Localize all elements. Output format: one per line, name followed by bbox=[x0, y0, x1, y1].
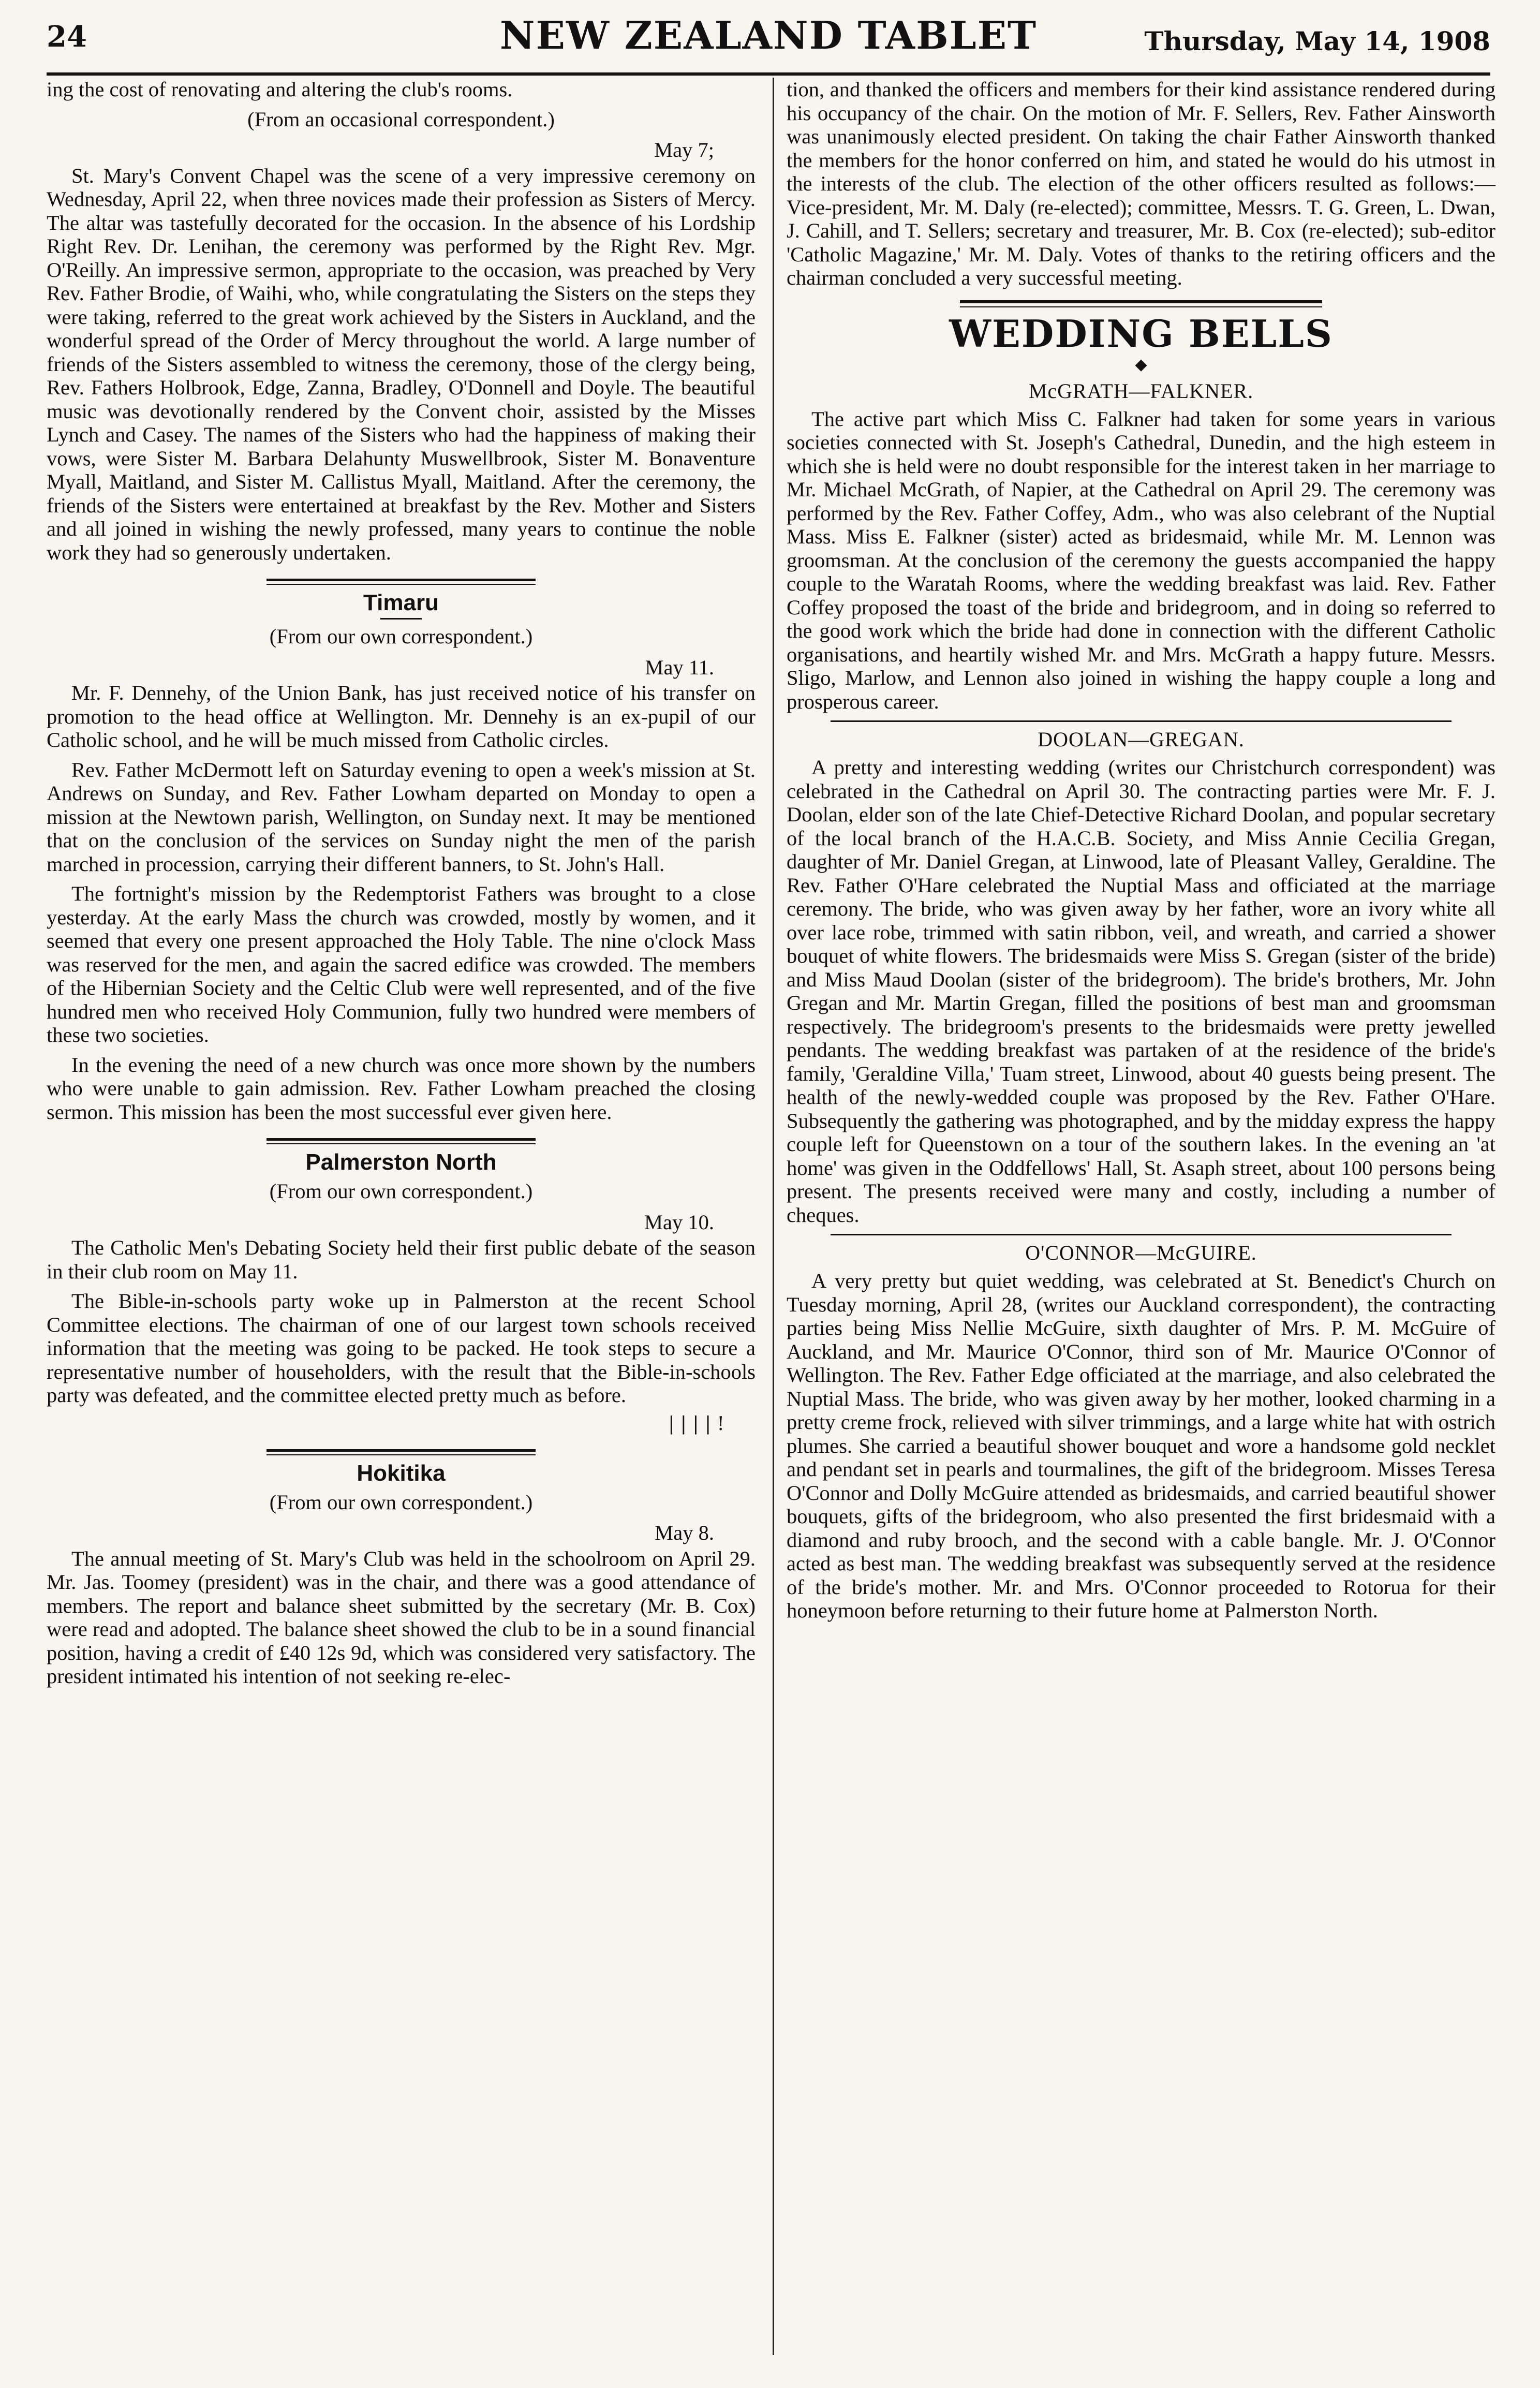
section-title-palmerston-north: Palmerston North bbox=[305, 1149, 497, 1175]
trailing-marks: | | | | ! bbox=[668, 1413, 724, 1435]
newspaper-title: NEW ZEALAND TABLET bbox=[499, 13, 1038, 58]
section-divider bbox=[266, 1449, 536, 1455]
article-paragraph: St. Mary's Convent Chapel was the scene of a very impressive ceremony on Wednesday, April 22, when three novices made their profession as Sisters of Mercy. The altar was tastefully decorated for the occasion. In the absence of his Lordship Right Rev. Dr. Lenihan, the ceremony was performed by the Right Rev. Mgr. O'Reilly. An impressive sermon, appropriate to the occasion, was preached by Very Rev. Father Brodie, of Waihi, who, while congratulating the Sisters on the steps they were taking, referred to the great work achieved by the Sisters in Auckland, and the wonderful spread of the Order of Mercy throughout the world. A large number of friends of the Sisters assembled to witness the ceremony, those of the clergy being, Rev. Fathers Holbrook, Edge, Zanna, Bradley, O'Donnell and Doyle. The beautiful music was devotionally rendered by the Convent choir, assisted by the Misses Lynch and Casey. The names of the Sisters who had the happiness of making their vows, were Sister M. Barbara Delahunty Muswellbrook, Sister M. Bonaventure Myall, Maitland, and Sister M. Callistus Myall, Maitland. After the ceremony, the friends of the Sisters were entertained at breakfast by the Rev. Mother and Sisters and all joined in wishing the newly professed, many years to continue the noble work they had so generously undertaken. bbox=[47, 164, 756, 564]
section-title-hokitika: Hokitika bbox=[357, 1460, 446, 1486]
diamond-ornament-icon: ◆ bbox=[1135, 355, 1147, 374]
issue-date: Thursday, May 14, 1908 bbox=[1144, 26, 1490, 56]
wedding-title: McGRATH—FALKNER. bbox=[1028, 379, 1254, 403]
wedding-paragraph: A pretty and interesting wedding (writes our Christchurch correspondent) was celebrated in the Cathedral on April 30. The contracting parties were Mr. F. J. Doolan, elder son of the late Chief-Detective Richard Doolan, and popular secretary of the local branch of the H.A.C.B. Society, and Miss Annie Cecilia Gregan, daughter of Mr. Daniel Gregan, at Linwood, late of Pleasant Valley, Geraldine. The Rev. Father O'Hare celebrated the Nuptial Mass and officiated at the marriage ceremony. The bride, who was given away by her father, wore an ivory white all over lace robe, trimmed with satin ribbon, veil, and wreath, and carried a shower bouquet of white flowers. The bridesmaids were Miss S. Gregan (sister of the bride) and Miss Maud Doolan (sister of the bridegroom). The bride's brothers, Mr. John Gregan and Mr. Martin Gregan, filled the positions of best man and groomsman respectively. The bridegroom's presents to the bridesmaids were pretty jewelled pendants. The wedding breakfast was partaken of at the residence of the bride's family, 'Geraldine Villa,' Tuam street, Linwood, about 40 guests being present. The health of the newly-wedded couple was proposed by the Rev. Father O'Hare. Subsequently the gathering was photographed, and by the midday express the happy couple left for Queenstown on a tour of the southern lakes. In the evening an 'at home' was given in the Oddfellows' Hall, St. Asaph street, about 100 persons being present. The presents received were many and costly, including a number of cheques. bbox=[787, 756, 1495, 1227]
wedding-paragraph: The active part which Miss C. Falkner had taken for some years in various societies connected with St. Joseph's Cathedral, Dunedin, and the high esteem in which she is held were no doubt responsible for the interest taken in her marriage to Mr. Michael McGrath, of Napier, at the Cathedral on April 29. The ceremony was performed by the Rev. Father Coffey, Adm., who was also celebrant of the Nuptial Mass. Miss E. Falkner (sister) acted as bridesmaid, while Mr. M. Lennon was groomsman. At the conclusion of the ceremony the guests accompanied the happy couple to the Waratah Rooms, where the wedding breakfast was laid. Rev. Father Coffey proposed the toast of the bride and bridegroom, and in doing so referred to the good work which the bride had done in connection with the different Catholic organisations, and heartily wished Mr. and Mrs. McGrath a happy future. Messrs. Sligo, Marlow, and Lennon also joined in wishing the happy couple a long and prosperous career. bbox=[787, 407, 1495, 713]
wedding-paragraph: A very pretty but quiet wedding, was celebrated at St. Benedict's Church on Tuesday morning, April 28, (writes our Auckland correspondent), the contracting parties being Miss Nellie McGuire, sixth daughter of Mrs. P. M. McGuire of Auckland, and Mr. Maurice O'Connor, third son of Mr. Maurice O'Connor of Wellington. The Rev. Father Edge officiated at the marriage, and also celebrated the Nuptial Mass. The bride, who was given away by her mother, looked charming in a pretty creme frock, relieved with silver trimmings, and a large white hat with ostrich plumes. She carried a beautiful shower bouquet and wore a handsome gold necklet and pendant set in pearls and tourmalines, the gift of the bridegroom. Misses Teresa O'Connor and Dolly McGuire attended as bridesmaids, and carried beautiful shower bouquets, gifts of the bridegroom, who also presented the first bridesmaid with a diamond and ruby brooch, and the second with a cable bangle. Mr. J. O'Connor acted as best man. The wedding breakfast was subsequently served at the residence of the bride's mother. Mr. and Mrs. O'Connor proceeded to Rotorua for their honeymoon before returning to their future home at Palmerston North. bbox=[787, 1269, 1495, 1622]
correspondent-line: (From our own correspondent.) bbox=[269, 1180, 533, 1203]
section-divider bbox=[960, 300, 1322, 307]
masthead bbox=[47, 10, 1490, 76]
dateline: May 8. bbox=[655, 1521, 714, 1544]
section-title-timaru: Timaru bbox=[363, 590, 439, 615]
wedding-title: O'CONNOR—McGUIRE. bbox=[1025, 1241, 1257, 1264]
correspondent-line: (From an occasional correspondent.) bbox=[247, 107, 555, 131]
right-column bbox=[787, 78, 1495, 1629]
page-number: 24 bbox=[47, 20, 87, 54]
article-paragraph: The Catholic Men's Debating Society held their first public debate of the season in their club room on May 11. bbox=[47, 1236, 756, 1283]
continuation-text: ing the cost of renovating and altering the club's rooms. bbox=[47, 78, 513, 101]
column-divider bbox=[773, 78, 774, 2355]
wedding-bells-heading: WEDDING BELLS bbox=[949, 311, 1333, 356]
section-divider bbox=[266, 1138, 536, 1144]
dateline: May 11. bbox=[645, 655, 714, 679]
wedding-title: DOOLAN—GREGAN. bbox=[1038, 728, 1245, 751]
correspondent-line: (From our own correspondent.) bbox=[269, 625, 533, 648]
section-divider bbox=[266, 579, 536, 585]
dateline: May 10. bbox=[644, 1210, 714, 1234]
article-paragraph: The fortnight's mission by the Redemptorist Fathers was brought to a close yesterday. At the early Mass the church was crowded, mostly by women, and it seemed that every one present approached the Holy Table. The nine o'clock Mass was reserved for the men, and again the sacred edifice was crowded. The members of the Hibernian Society and the Celtic Club were well represented, and of the five hundred men who received Holy Communion, fully two hundred were members of these two societies. bbox=[47, 882, 756, 1046]
wedding-divider bbox=[831, 1234, 1452, 1235]
wedding-divider bbox=[831, 720, 1452, 722]
title-underline bbox=[380, 618, 422, 620]
correspondent-line: (From our own correspondent.) bbox=[269, 1490, 533, 1514]
article-paragraph: The annual meeting of St. Mary's Club was held in the schoolroom on April 29. Mr. Jas. Toomey (president) was in the chair, and there was a good attendance of members. The report and balance sheet submitted by the secretary (Mr. B. Cox) were read and adopted. The balance sheet showed the club to be in a sound financial position, having a credit of £40 12s 9d, which was considered very satisfactory. The president intimated his intention of not seeking re-elec- bbox=[47, 1546, 756, 1688]
continuation-text: tion, and thanked the officers and members for their kind assistance rendered during his occupancy of the chair. On the motion of Mr. F. Sellers, Rev. Father Ainsworth was unanimously elected president. On taking the chair Father Ainsworth thanked the members for the honor conferred on him, and stated he would do his utmost in the interests of the club. The election of the other officers resulted as follows:— Vice-president, Mr. M. Daly (re-elected); committee, Messrs. T. G. Green, L. Dwan, J. Cahill, and T. Sellers; secretary and treasurer, Mr. B. Cox (re-elected); sub-editor 'Catholic Magazine,' Mr. M. Daly. Votes of thanks to the retiring officers and the chairman concluded a very successful meeting. bbox=[787, 78, 1495, 289]
left-column bbox=[47, 78, 756, 1694]
article-paragraph: Mr. F. Dennehy, of the Union Bank, has just received notice of his transfer on promotion to the head office at Wellington. Mr. Dennehy is an ex-pupil of our Catholic school, and he will be much missed from Catholic circles. bbox=[47, 681, 756, 751]
article-paragraph: In the evening the need of a new church was once more shown by the numbers who were unable to gain admission. Rev. Father Lowham preached the closing sermon. This mission has been the most successful ever given here. bbox=[47, 1053, 756, 1124]
article-paragraph: The Bible-in-schools party woke up in Palmerston at the recent School Committee elections. The chairman of one of our largest town schools received information that the meeting was going to be packed. He took steps to secure a representative number of householders, with the result that the Bible-in-schools party was defeated, and the committee elected pretty much as before. bbox=[47, 1289, 756, 1407]
dateline: May 7; bbox=[654, 138, 714, 161]
article-paragraph: Rev. Father McDermott left on Saturday evening to open a week's mission at St. Andrews on Sunday, and Rev. Father Lowham departed on Monday to open a mission at the Newtown parish, Wellington, on Sunday next. It may be mentioned that on the conclusion of the services on Sunday night the men of the parish marched in procession, carrying their different banners, to St. John's Hall. bbox=[47, 758, 756, 876]
